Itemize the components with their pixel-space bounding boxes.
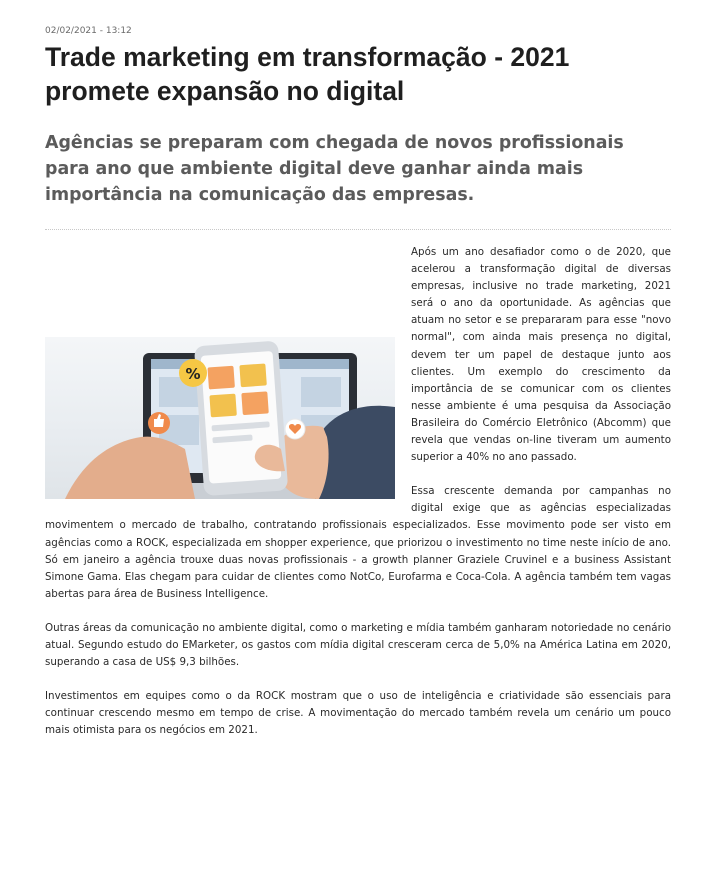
article-body [45,244,671,739]
article-image [45,337,395,499]
article [45,24,671,756]
divider [45,229,671,230]
phone-in-hands-illustration [45,337,395,499]
article-date: 02/02/2021 - 13:12 [45,26,132,36]
paragraph-4: Investimentos em equipes como o da ROCK mostram que o uso de inteligência e criatividade são essenciais para continuar crescendo mesmo em tempo de crise. A movimentação do mercado também revela um cenário um pouco mais otimista para os negócios em 2021. [45,690,671,737]
article-subtitle: Agências se preparam com chegada de novos profissionais para ano que ambiente digital deve ganhar ainda mais importância na comunicação das empresas. [45,133,624,205]
article-title: Trade marketing em transformação - 2021 promete expansão no digital [45,42,570,106]
left-hand [65,437,195,499]
paragraph-2 [45,483,671,603]
paragraph-2-text: Essa crescente demanda por campanhas no digital exige que as agências especializadas movimentem o mercado de trabalho, contratando profissionais especializados. Esse movimento pode ser visto em agências como a ROCK, especializada em shopper experience, que priorizou o investimento no time neste início de ano. Só em janeiro a agência trouxe duas novas profissionais - a growth planner Graziele Cruvinel e a business Assistant Simone Gama. Elas chegam para cuidar de clientes como NotCo, Eurofarma e Coca-Cola. A agência também tem vagas abertas para área de Business Intelligence. [45,485,671,600]
smartphone [194,341,288,496]
paragraph-1: Após um ano desafiador como o de 2020, que acelerou a transformação digital de diversas empresas, inclusive no trade marketing, 2021 será o ano da oportunidade. As agências que atuam no setor e se prepararam para esse "novo normal", com ainda mais presença no digital, devem ter um papel de destaque junto aos clientes. Um exemplo do crescimento da importância de se comunicar com os clientes nesse ambiente é uma pesquisa da Associação Brasileira do Comércio Eletrônico (Abcomm) que revela que vendas on-line tiveram um aumento superior a 40% no ano passado. [411,246,671,464]
paragraph-3: Outras áreas da comunicação no ambiente digital, como o marketing e mídia também ganharam notoriedade no cenário atual. Segundo estudo do EMarketer, os gastos com mídia digital cresceram cerca de 5,0% na América Latina em 2020, superando a casa de US$ 9,3 bilhões. [45,621,671,669]
percent-badge-label: % [185,365,201,383]
